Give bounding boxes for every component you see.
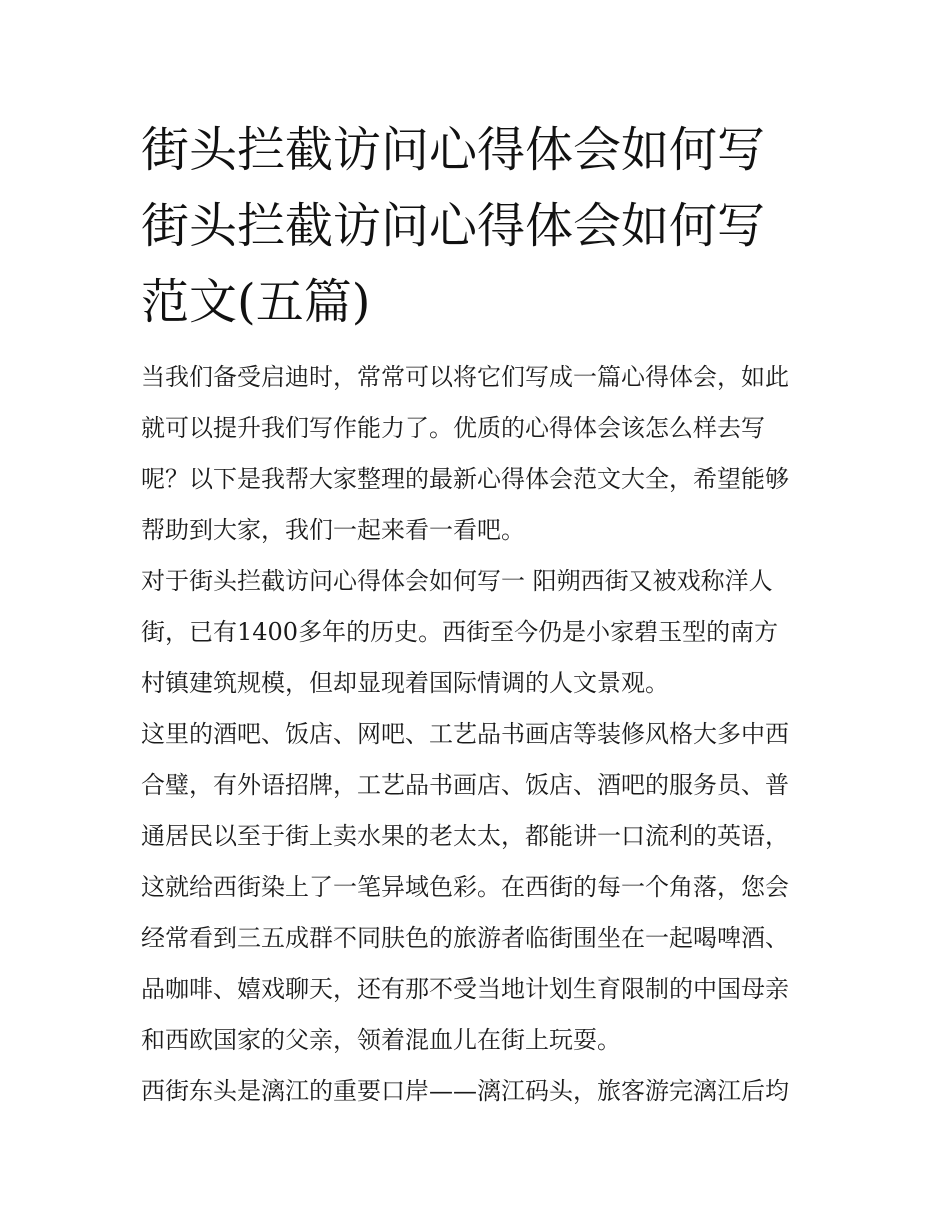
text-line: 和西欧国家的父亲，领着混血儿在街上玩耍。 <box>141 1026 621 1054</box>
text-line: 这就给西街染上了一笔异域色彩。在西街的每一个角落，您会 <box>141 873 789 901</box>
document-page <box>141 112 813 1117</box>
text-line: 就可以提升我们写作能力了。优质的心得体会该怎么样去写 <box>141 414 765 442</box>
text-line: 当我们备受启迪时，常常可以将它们写成一篇心得体会，如此 <box>141 363 789 391</box>
text-line: 街，已有1400多年的历史。西街至今仍是小家碧玉型的南方 <box>141 618 779 646</box>
title-line: 街头拦截访问心得体会如何写 <box>141 198 766 254</box>
text-line: 经常看到三五成群不同肤色的旅游者临街围坐在一起喝啤酒、 <box>141 924 789 952</box>
text-line: 合璧，有外语招牌，工艺品书画店、饭店、酒吧的服务员、普 <box>141 771 789 799</box>
text-line: 村镇建筑规模，但却显现着国际情调的人文景观。 <box>141 669 669 697</box>
title-line: 范文(五篇) <box>141 274 371 330</box>
title-line: 街头拦截访问心得体会如何写 <box>141 122 766 178</box>
paragraph-lijiang-pier <box>141 1066 813 1117</box>
paragraph-intro <box>141 352 813 556</box>
text-line: 这里的酒吧、饭店、网吧、工艺品书画店等装修风格大多中西 <box>141 720 789 748</box>
paragraph-west-street-culture <box>141 709 813 1066</box>
document-body <box>141 352 813 1117</box>
text-line: 通居民以至于街上卖水果的老太太，都能讲一口流利的英语， <box>141 822 789 850</box>
text-line: 呢？以下是我帮大家整理的最新心得体会范文大全，希望能够 <box>141 465 789 493</box>
paragraph-west-street-history <box>141 556 813 709</box>
text-line: 帮助到大家，我们一起来看一看吧。 <box>141 516 525 544</box>
document-title <box>141 112 813 340</box>
text-line: 对于街头拦截访问心得体会如何写一 阳朔西街又被戏称洋人 <box>141 567 773 595</box>
text-line: 品咖啡、嬉戏聊天，还有那不受当地计划生育限制的中国母亲 <box>141 975 789 1003</box>
text-line: 西街东头是漓江的重要口岸——漓江码头，旅客游完漓江后均 <box>141 1077 789 1105</box>
